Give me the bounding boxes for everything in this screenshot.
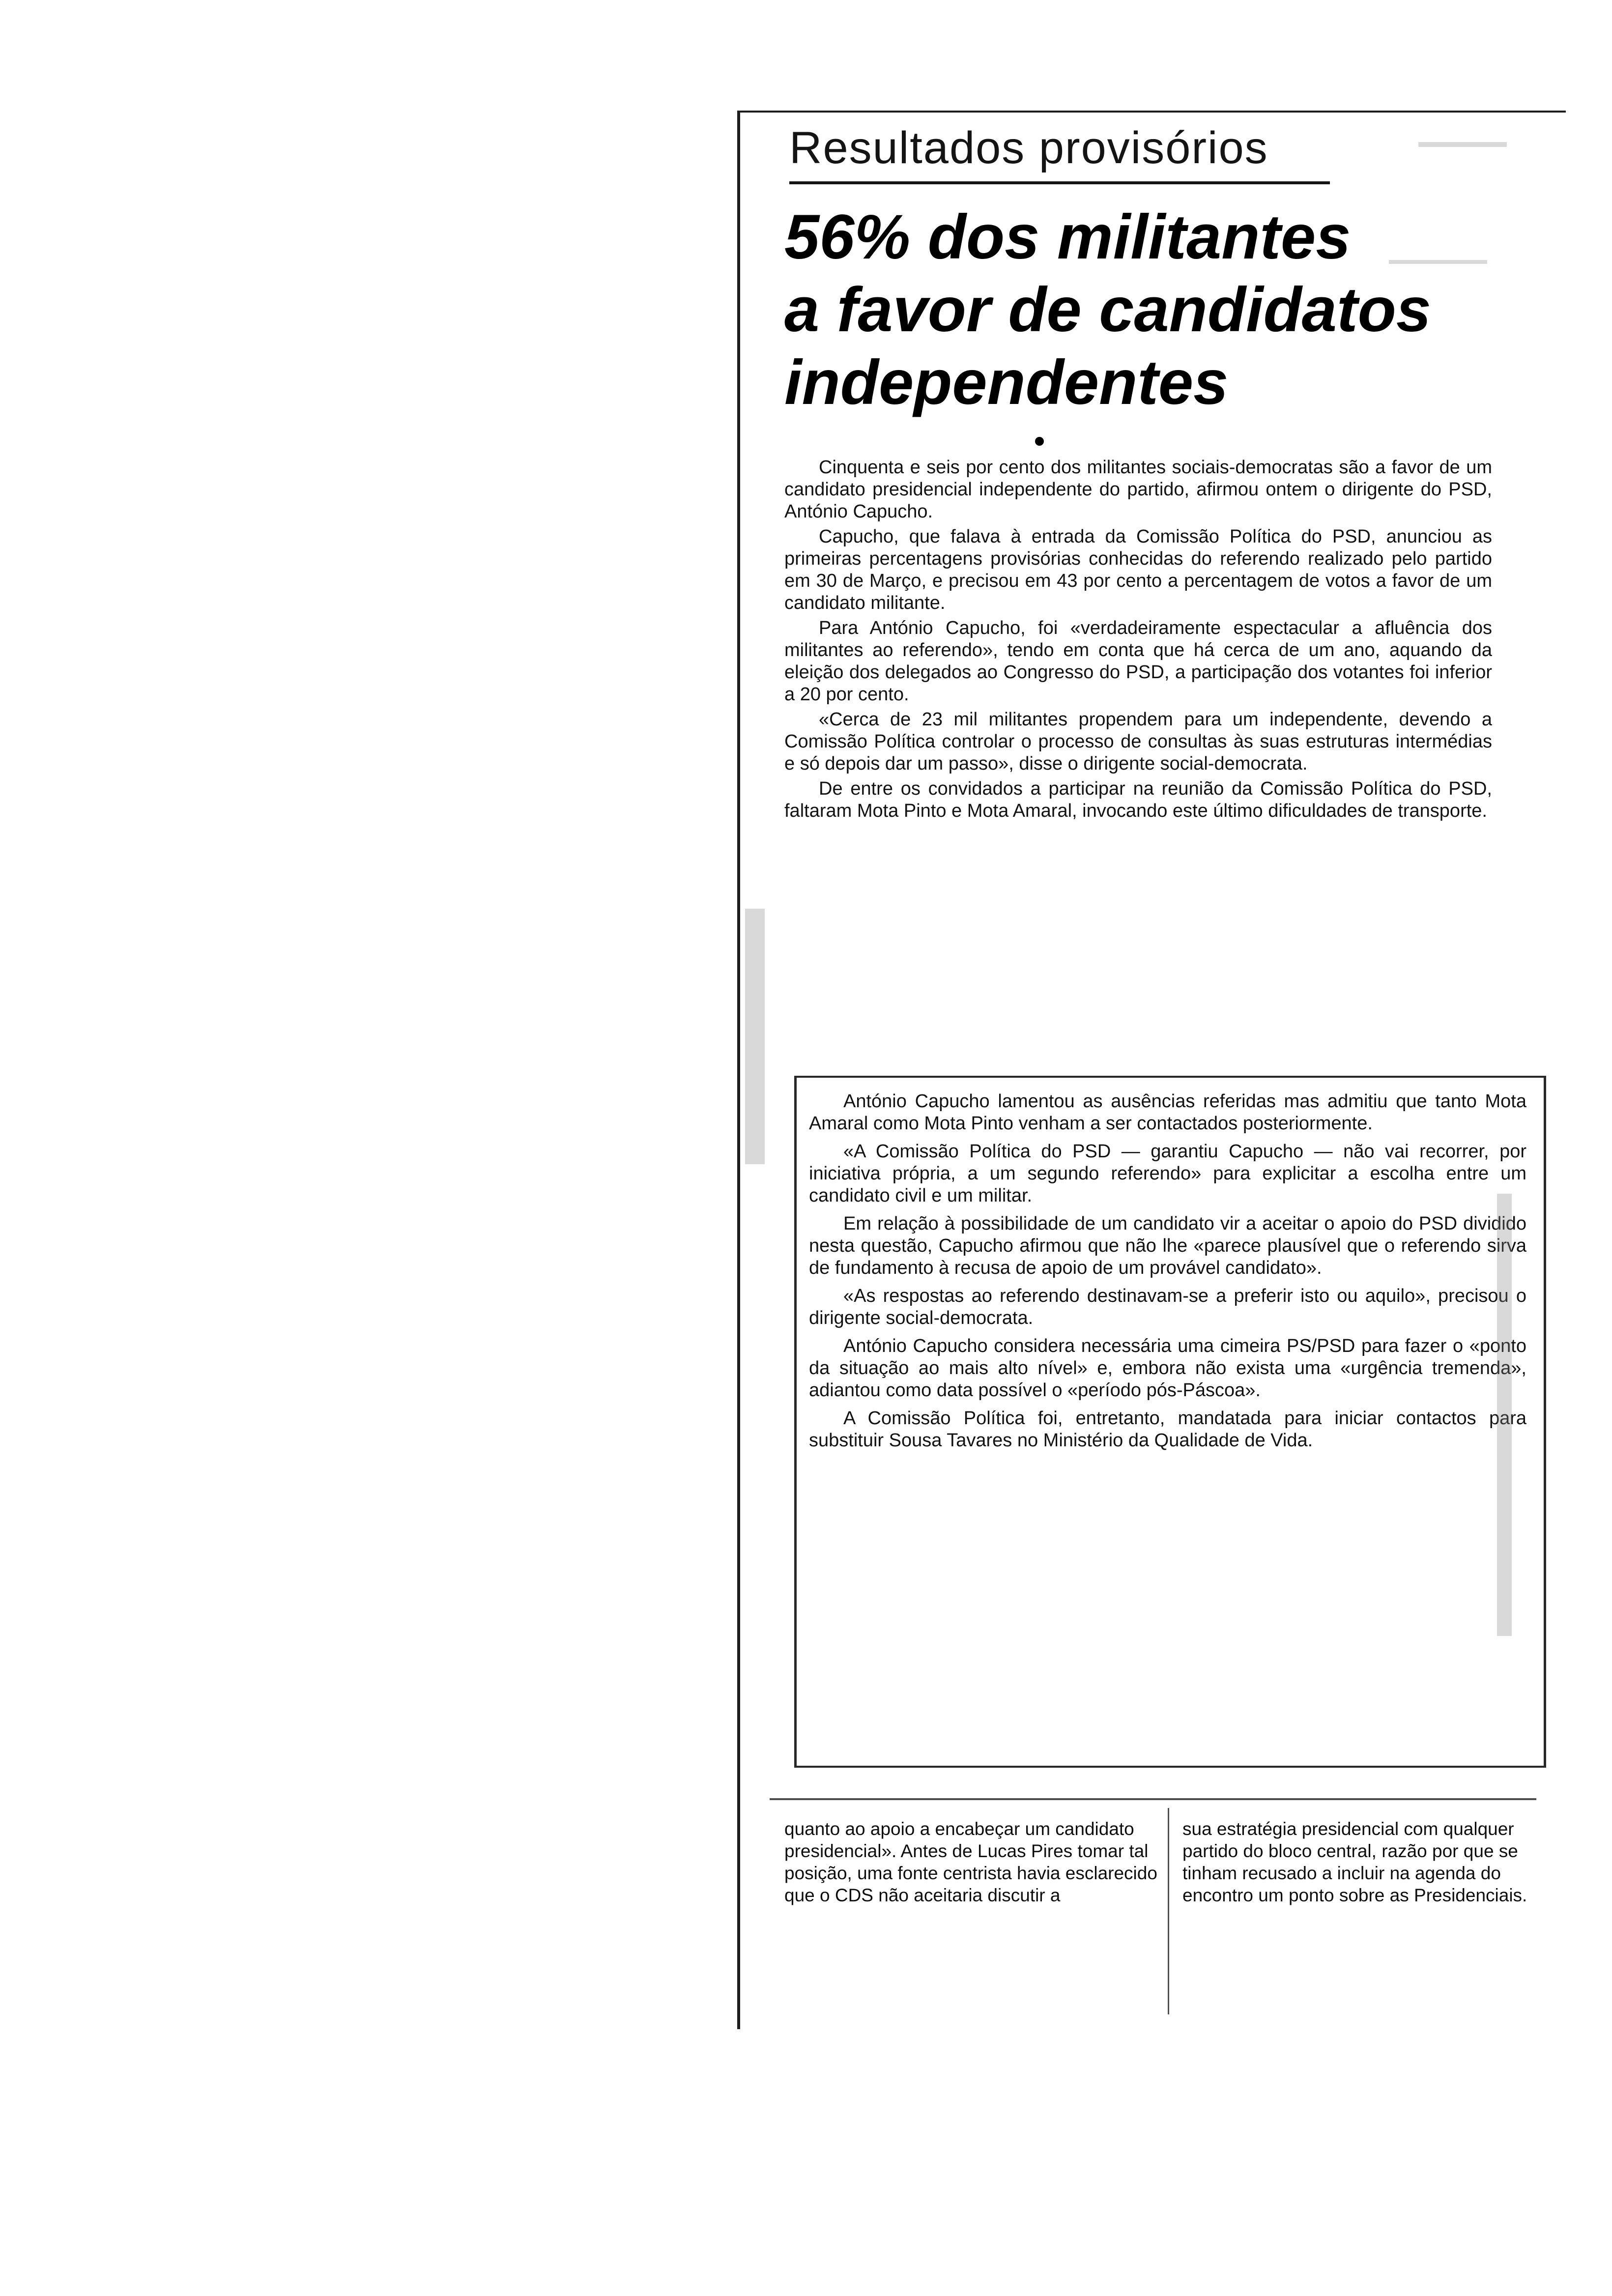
boxed-paragraph: António Capucho considera necessária uma cimeira PS/PSD para fazer o «ponto da situação ao mais alto nível» e, embora não exista uma «urgência tremenda», adiantou como data possível o «período pós-Páscoa». bbox=[809, 1336, 1526, 1401]
headline-line-1: 56% dos militantes bbox=[784, 202, 1351, 272]
paragraph: Cinquenta e seis por cento dos militantes sociais-democratas são a favor de um candidato presidencial independente do partido, afirmou ontem o dirigente do PSD, António Capucho. bbox=[784, 457, 1492, 522]
boxed-paragraph: «As respostas ao referendo destinavam-se a preferir isto ou aquilo», precisou o dirigente social-democrata. bbox=[809, 1286, 1526, 1328]
section-separator bbox=[770, 1798, 1536, 1800]
headline bbox=[784, 201, 1472, 419]
article-body bbox=[784, 457, 1492, 825]
newspaper-clipping bbox=[737, 111, 1566, 2029]
paragraph: De entre os convidados a participar na reunião da Comissão Política do PSD, faltaram Mota Pinto e Mota Amaral, invocando este último dificuldades de transporte. bbox=[784, 778, 1492, 821]
scan-noise bbox=[1497, 1194, 1512, 1636]
paragraph: Para António Capucho, foi «verdadeiramente espectacular a afluência dos militantes ao referendo», tendo em conta que há cerca de um ano, aquando da eleição dos delegados ao Congresso do PSD, a participação dos votantes foi inferior a 20 por cento. bbox=[784, 618, 1492, 705]
paragraph: Capucho, que falava à entrada da Comissão Política do PSD, anunciou as primeiras percentagens provisórias conhecidas do referendo realizado pelo partido em 30 de Março, e precisou em 43 por cento a percentagem de votos a favor de um candidato militante. bbox=[784, 526, 1492, 613]
boxed-paragraph: António Capucho lamentou as ausências referidas mas admitiu que tanto Mota Amaral como Mota Pinto venham a ser contactados posteriormente. bbox=[809, 1091, 1526, 1134]
column-rule bbox=[1168, 1808, 1169, 2014]
boxed-paragraph: «A Comissão Política do PSD — garantiu Capucho — não vai recorrer, por iniciativa própria, a um segundo referendo» para explicitar a escolha entre um candidato civil e um militar. bbox=[809, 1141, 1526, 1206]
scan-noise bbox=[1389, 260, 1487, 264]
boxed-paragraph: A Comissão Política foi, entretanto, mandatada para iniciar contactos para substituir Sousa Tavares no Ministério da Qualidade de Vida. bbox=[809, 1408, 1526, 1451]
bottom-right-column: sua estratégia presidencial com qualquer partido do bloco central, razão por que se tinham recusado a incluir na agenda do encontro um ponto sobre as Presidenciais. bbox=[1182, 1819, 1527, 1905]
boxed-section bbox=[809, 1091, 1526, 1458]
headline-line-2: a favor de candidatos bbox=[784, 275, 1431, 345]
boxed-paragraph: Em relação à possibilidade de um candidato vir a aceitar o apoio do PSD dividido nesta questão, Capucho afirmou que não lhe «parece plausível que o referendo sirva de fundamento à recusa de apoio de um provável candidato». bbox=[809, 1213, 1526, 1278]
lead-bullet bbox=[1035, 437, 1044, 446]
headline-line-3: independentes bbox=[784, 347, 1229, 418]
scan-noise bbox=[745, 909, 765, 1164]
kicker-rule bbox=[789, 181, 1330, 184]
scan-noise bbox=[1418, 142, 1507, 147]
paragraph: «Cerca de 23 mil militantes propendem para um independente, devendo a Comissão Política controlar o processo de consultas às suas estruturas intermédias e só depois dar um passo», disse o dirigente social-democrata. bbox=[784, 709, 1492, 774]
kicker: Resultados provisórios bbox=[789, 123, 1268, 173]
bottom-left-column: quanto ao apoio a encabeçar um candidato presidencial». Antes de Lucas Pires tomar tal posição, uma fonte centrista havia esclarecido que o CDS não aceitaria discutir a bbox=[784, 1819, 1157, 1905]
